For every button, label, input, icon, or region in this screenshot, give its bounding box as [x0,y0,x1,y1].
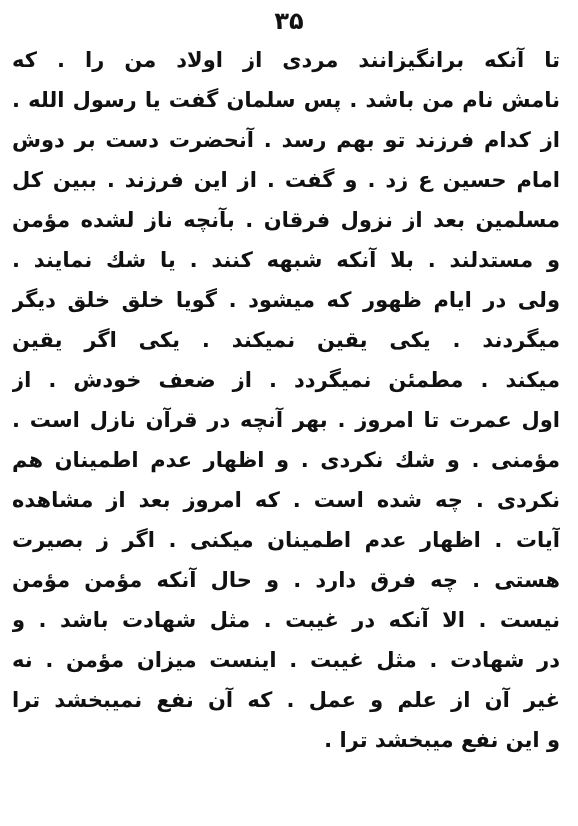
text-line: نیست . الا آنکه در غیبت . مثل شهادت باشد . و [12,608,560,632]
text-line: تا آنکه برانگیزانند مردی از اولاد من را . که [12,48,560,72]
text-line: مسلمین بعد از نزول فرقان . بآنچه ناز لشده مؤمن [12,208,560,232]
page-number: ۳۵ [274,7,304,35]
text-line: امام حسین ع زد . و گفت . از این فرزند . ببین کل [12,168,560,192]
text-line: در شهادت . مثل غیبت . اینست میزان مؤمن . نه [12,648,560,672]
text-line: میگردند . یکی یقین نمیکند . یکی اگر یقین [12,328,560,352]
text-line: از کدام فرزند تو بهم رسد . آنحضرت دست بر دوش [12,128,560,152]
text-line: میکند . مطمئن نمیگردد . از ضعف خودش . از [12,368,560,392]
text-line: نکردی . چه شده است . که امروز بعد از مشاهده [12,488,560,512]
text-line: نامش نام من باشد . پس سلمان گفت یا رسول الله . [12,88,560,112]
text-line: مؤمنی . و شك نکردی . و اظهار عدم اطمینان هم [12,448,560,472]
text-line: ولی در ایام ظهور که میشود . گویا خلق خلق دیگر [12,288,560,312]
body-text [12,40,560,760]
text-line: آیات . اظهار عدم اطمینان میکنی . اگر ز بصیرت [12,528,560,552]
text-line: غیر آن از علم و عمل . که آن نفع نمیبخشد ترا [12,688,560,712]
text-line: هستی . چه فرق دارد . و حال آنکه مؤمن مؤمن [12,568,560,592]
text-line: و مستدلند . بلا آنکه شبهه کنند . یا شك نمایند . [12,248,560,272]
text-line: اول عمرت تا امروز . بهر آنچه در قرآن نازل است . [12,408,560,432]
text-line: و این نفع میبخشد ترا . [324,728,560,752]
